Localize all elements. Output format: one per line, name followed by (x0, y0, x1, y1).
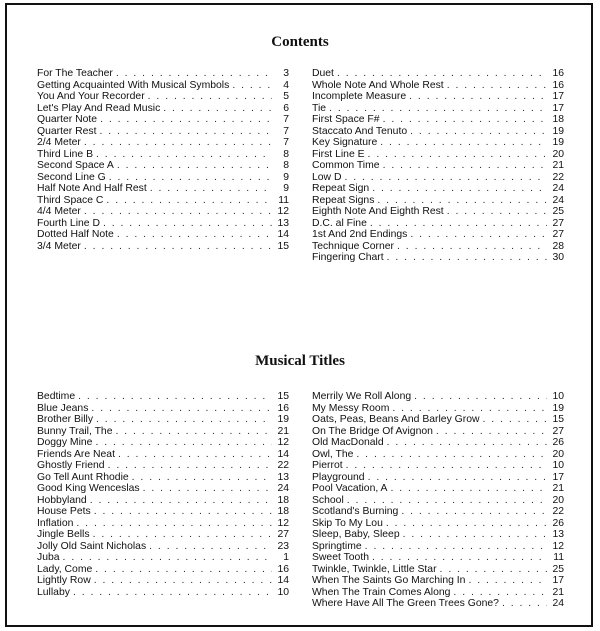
entry-title: Dotted Half Note (37, 229, 114, 240)
entry-title: House Pets (37, 506, 91, 517)
toc-entry (312, 391, 564, 403)
toc-entry (37, 195, 289, 207)
toc-entry (312, 126, 564, 138)
toc-entry (312, 241, 564, 253)
toc-entry (312, 472, 564, 484)
dot-leader (117, 160, 272, 172)
toc-entry (37, 495, 289, 507)
entry-page-number: 28 (552, 240, 564, 252)
entry-page-number: 15 (277, 391, 289, 402)
entry-title: Third Line B (37, 148, 94, 160)
entry-page-number: 22 (552, 171, 564, 183)
toc-entry (37, 80, 289, 92)
entry-title: Sweet Tooth (312, 552, 369, 563)
entry-page-number: 22 (277, 460, 289, 471)
entry-page-number: 16 (277, 563, 289, 575)
entry-page-number: 22 (552, 506, 564, 517)
dot-leader (383, 114, 547, 126)
toc-entry (37, 229, 289, 241)
toc-entry (312, 483, 564, 495)
entry-title: On The Bridge Of Avignon (312, 425, 433, 437)
dot-leader (149, 541, 272, 553)
toc-entry (37, 437, 289, 449)
entry-page-number: 21 (552, 160, 564, 171)
contents-heading: Contents (271, 34, 329, 50)
entry-page-number: 10 (552, 460, 564, 471)
dot-leader (108, 460, 272, 472)
entry-title: Pierrot (312, 460, 343, 471)
toc-entry (37, 541, 289, 553)
dot-leader (387, 252, 547, 264)
entry-title: Repeat Sign (312, 183, 370, 194)
entry-page-number: 19 (277, 414, 289, 425)
dot-leader (150, 183, 272, 195)
entry-page-number: 5 (283, 91, 289, 102)
entry-page-number: 21 (552, 586, 564, 598)
toc-entry (37, 414, 289, 426)
entry-page-number: 1 (283, 552, 289, 563)
toc-entry (312, 229, 564, 241)
dot-leader (403, 529, 547, 541)
dot-leader (387, 437, 547, 449)
toc-entry (312, 91, 564, 103)
entry-page-number: 14 (277, 448, 289, 460)
dot-leader (94, 575, 272, 587)
toc-entry (312, 495, 564, 507)
entry-title: Second Line G (37, 171, 106, 183)
entry-page-number: 12 (277, 206, 289, 217)
entry-title: Quarter Note (37, 114, 98, 125)
toc-entry (312, 103, 564, 115)
entry-title: School (312, 494, 344, 506)
entry-title: Oats, Peas, Beans And Barley Grow (312, 414, 480, 425)
toc-entry (37, 391, 289, 403)
entry-page-number: 16 (552, 68, 564, 79)
dot-leader (440, 564, 547, 576)
toc-entry (37, 126, 289, 138)
toc-entry (37, 575, 289, 587)
toc-entry (312, 518, 564, 530)
entry-title: Lightly Row (37, 575, 91, 586)
dot-leader (132, 472, 272, 484)
entry-title: 1st And 2nd Endings (312, 229, 408, 240)
entry-title: Jolly Old Saint Nicholas (37, 540, 147, 552)
entry-title: Duet (312, 68, 334, 79)
entry-page-number: 20 (552, 494, 564, 506)
dot-leader (91, 403, 272, 415)
toc-entry (312, 529, 564, 541)
toc-entry (312, 68, 564, 80)
entry-page-number: 11 (553, 552, 564, 563)
toc-entry (37, 587, 289, 599)
entry-title: Old MacDonald (312, 437, 384, 448)
toc-entry (312, 149, 564, 161)
dot-leader (95, 564, 272, 576)
entry-title: Merrily We Roll Along (312, 391, 412, 402)
entry-title: Key Signature (312, 137, 378, 148)
dot-leader (410, 229, 547, 241)
entry-page-number: 6 (283, 102, 289, 114)
dot-leader (84, 137, 272, 149)
entry-title: Ghostly Friend (37, 460, 105, 471)
dot-leader (78, 391, 272, 403)
dot-leader (148, 91, 272, 103)
entry-page-number: 21 (277, 425, 289, 437)
dot-leader (356, 449, 547, 461)
toc-entry (37, 160, 289, 172)
entry-title: 4/4 Meter (37, 206, 81, 217)
entry-title: Hobbyland (37, 494, 87, 506)
dot-leader (115, 426, 272, 438)
entry-page-number: 24 (552, 183, 564, 194)
dot-leader (386, 518, 547, 530)
dot-leader (63, 552, 272, 564)
entry-page-number: 27 (277, 529, 289, 540)
entry-title: Owl, The (312, 448, 354, 460)
entry-page-number: 18 (277, 494, 289, 506)
entry-title: Technique Corner (312, 240, 395, 252)
dot-leader (365, 541, 547, 553)
entry-title: Go Tell Aunt Rhodie (37, 471, 129, 483)
toc-entry (312, 426, 564, 438)
entry-title: Second Space A (37, 160, 114, 171)
toc-entry (37, 149, 289, 161)
entry-title: When The Saints Go Marching In (312, 575, 466, 586)
dot-leader (109, 172, 272, 184)
entry-page-number: 21 (552, 483, 564, 494)
entry-page-number: 13 (552, 529, 564, 540)
toc-entry (37, 206, 289, 218)
entry-page-number: 18 (277, 506, 289, 517)
entry-page-number: 13 (277, 217, 289, 229)
entry-page-number: 10 (552, 391, 564, 402)
entry-page-number: 11 (278, 194, 289, 206)
entry-title: Low D (312, 171, 342, 183)
dot-leader (118, 449, 272, 461)
dot-leader (163, 103, 272, 115)
entry-title: Juba (37, 552, 60, 563)
entry-title: Bunny Trail, The (37, 425, 113, 437)
entry-page-number: 26 (552, 517, 564, 529)
dot-leader (368, 472, 547, 484)
entry-title: When The Train Comes Along (312, 586, 451, 598)
toc-entry (37, 137, 289, 149)
dot-leader (95, 437, 272, 449)
entry-title: Repeat Signs (312, 194, 375, 206)
entry-title: Lullaby (37, 586, 70, 598)
toc-entry (312, 598, 564, 610)
dot-leader (502, 598, 547, 610)
dot-leader (73, 587, 272, 599)
entry-title: My Messy Room (312, 402, 390, 414)
dot-leader (436, 426, 547, 438)
dot-leader (370, 218, 547, 230)
entry-page-number: 17 (552, 575, 564, 586)
toc-entry (37, 114, 289, 126)
dot-leader (90, 495, 272, 507)
toc-entry (312, 437, 564, 449)
entry-page-number: 13 (277, 471, 289, 483)
entry-title: Good King Wenceslas (37, 483, 140, 494)
entry-title: Sleep, Baby, Sleep (312, 529, 400, 540)
dot-leader (453, 587, 547, 599)
entry-page-number: 7 (283, 137, 289, 148)
entry-page-number: 3 (283, 68, 289, 79)
entry-page-number: 10 (277, 586, 289, 598)
dot-leader (410, 126, 547, 138)
entry-title: Brother Billy (37, 414, 94, 425)
dot-leader (483, 414, 548, 426)
toc-entry (37, 426, 289, 438)
entry-page-number: 12 (277, 437, 289, 448)
toc-entry (312, 252, 564, 264)
entry-page-number: 15 (277, 240, 289, 252)
entry-page-number: 19 (552, 402, 564, 414)
entry-title: Getting Acquainted With Musical Symbols (37, 79, 230, 91)
dot-leader (96, 414, 272, 426)
entry-page-number: 18 (552, 114, 564, 125)
entry-title: First Line E (312, 148, 365, 160)
entry-title: Playground (312, 471, 365, 483)
toc-entry (37, 172, 289, 184)
toc-entry (37, 506, 289, 518)
toc-entry (312, 460, 564, 472)
toc-entry (37, 183, 289, 195)
toc-entry (37, 103, 289, 115)
dot-leader (409, 91, 547, 103)
musical-titles-heading: Musical Titles (255, 353, 345, 369)
dot-leader (232, 80, 272, 92)
contents-left-column (37, 68, 289, 252)
titles-right-column (312, 391, 564, 610)
toc-entry (37, 552, 289, 564)
entry-title: Scotland's Burning (312, 506, 399, 517)
toc-entry (37, 449, 289, 461)
toc-entry (312, 183, 564, 195)
dot-leader (96, 149, 272, 161)
entry-title: Incomplete Measure (312, 91, 407, 102)
dot-leader (100, 114, 272, 126)
dot-leader (116, 68, 272, 80)
toc-entry (37, 518, 289, 530)
toc-entry (37, 403, 289, 415)
toc-entry (312, 160, 564, 172)
entry-title: You And Your Recorder (37, 91, 145, 102)
toc-entry (312, 137, 564, 149)
entry-title: Blue Jeans (37, 402, 89, 414)
entry-page-number: 20 (552, 448, 564, 460)
titles-left-column (37, 391, 289, 598)
entry-page-number: 15 (552, 414, 564, 425)
dot-leader (397, 241, 547, 253)
entry-page-number: 19 (552, 137, 564, 148)
entry-title: Half Note And Half Rest (37, 183, 147, 194)
entry-page-number: 16 (277, 402, 289, 414)
entry-page-number: 26 (552, 437, 564, 448)
entry-page-number: 14 (277, 575, 289, 586)
entry-page-number: 9 (283, 183, 289, 194)
entry-page-number: 9 (283, 171, 289, 183)
dot-leader (94, 506, 272, 518)
entry-page-number: 24 (552, 598, 564, 609)
dot-leader (368, 149, 547, 161)
entry-page-number: 7 (283, 114, 289, 125)
entry-title: For The Teacher (37, 68, 113, 79)
entry-page-number: 24 (552, 194, 564, 206)
dot-leader (372, 552, 547, 564)
toc-entry (37, 91, 289, 103)
entry-page-number: 8 (283, 160, 289, 171)
entry-title: Let's Play And Read Music (37, 102, 161, 114)
entry-page-number: 25 (552, 206, 564, 217)
entry-page-number: 4 (283, 79, 289, 91)
toc-entry (312, 218, 564, 230)
toc-entry (312, 114, 564, 126)
dot-leader (99, 126, 272, 138)
entry-page-number: 7 (283, 125, 289, 137)
dot-leader (380, 137, 547, 149)
entry-page-number: 16 (552, 79, 564, 91)
entry-page-number: 20 (552, 148, 564, 160)
dot-leader (383, 160, 547, 172)
toc-entry (312, 403, 564, 415)
dot-leader (337, 68, 547, 80)
entry-title: 3/4 Meter (37, 240, 81, 252)
entry-title: Fingering Chart (312, 252, 384, 263)
entry-title: Staccato And Tenuto (312, 125, 408, 137)
toc-entry (312, 206, 564, 218)
toc-entry (312, 564, 564, 576)
entry-title: Where Have All The Green Trees Gone? (312, 598, 499, 609)
dot-leader (106, 195, 272, 207)
entry-title: First Space F# (312, 114, 380, 125)
entry-page-number: 12 (552, 540, 564, 552)
entry-page-number: 27 (552, 217, 564, 229)
dot-leader (401, 506, 547, 518)
dot-leader (117, 229, 272, 241)
toc-entry (37, 460, 289, 472)
dot-leader (103, 218, 272, 230)
toc-entry (37, 529, 289, 541)
entry-title: Friends Are Neat (37, 448, 115, 460)
entry-page-number: 30 (552, 252, 564, 263)
entry-title: 2/4 Meter (37, 137, 81, 148)
entry-title: Fourth Line D (37, 217, 100, 229)
dot-leader (447, 80, 547, 92)
dot-leader (84, 206, 272, 218)
entry-page-number: 17 (552, 91, 564, 102)
entry-page-number: 19 (552, 125, 564, 137)
entry-title: Twinkle, Twinkle, Little Star (312, 563, 437, 575)
entry-title: Skip To My Lou (312, 517, 383, 529)
dot-leader (372, 183, 547, 195)
contents-right-column (312, 68, 564, 264)
dot-leader (84, 241, 272, 253)
dot-leader (347, 495, 547, 507)
entry-page-number: 12 (277, 517, 289, 529)
toc-entry (312, 541, 564, 553)
entry-title: Quarter Rest (37, 125, 97, 137)
entry-title: Lady, Come (37, 563, 93, 575)
entry-title: D.C. al Fine (312, 217, 367, 229)
toc-entry (312, 80, 564, 92)
dot-leader (468, 575, 547, 587)
entry-title: Common Time (312, 160, 380, 171)
entry-title: Inflation (37, 517, 74, 529)
toc-entry (37, 564, 289, 576)
entry-page-number: 27 (552, 425, 564, 437)
entry-page-number: 27 (552, 229, 564, 240)
toc-entry (37, 68, 289, 80)
dot-leader (392, 403, 547, 415)
entry-title: Jingle Bells (37, 529, 90, 540)
dot-leader (414, 391, 547, 403)
toc-entry (312, 172, 564, 184)
toc-entry (312, 552, 564, 564)
entry-page-number: 8 (283, 148, 289, 160)
dot-leader (390, 483, 547, 495)
toc-entry (312, 575, 564, 587)
entry-page-number: 17 (552, 471, 564, 483)
toc-entry (312, 587, 564, 599)
entry-title: Bedtime (37, 391, 76, 402)
entry-title: Springtime (312, 540, 362, 552)
entry-title: Whole Note And Whole Rest (312, 79, 444, 91)
entry-page-number: 14 (277, 229, 289, 240)
toc-entry (312, 449, 564, 461)
dot-leader (143, 483, 272, 495)
toc-entry (37, 218, 289, 230)
toc-entry (37, 483, 289, 495)
dot-leader (377, 195, 547, 207)
entry-title: Third Space C (37, 194, 104, 206)
entry-title: Eighth Note And Eighth Rest (312, 206, 444, 217)
toc-entry (312, 506, 564, 518)
dot-leader (76, 518, 272, 530)
entry-title: Doggy Mine (37, 437, 93, 448)
toc-entry (312, 195, 564, 207)
entry-title: Pool Vacation, A (312, 483, 388, 494)
toc-entry (37, 472, 289, 484)
entry-page-number: 17 (552, 102, 564, 114)
entry-title: Tie (312, 102, 327, 114)
dot-leader (346, 460, 547, 472)
toc-entry (312, 414, 564, 426)
dot-leader (344, 172, 547, 184)
entry-page-number: 25 (552, 563, 564, 575)
toc-entry (37, 241, 289, 253)
dot-leader (93, 529, 272, 541)
entry-page-number: 23 (277, 540, 289, 552)
dot-leader (329, 103, 547, 115)
dot-leader (447, 206, 547, 218)
entry-page-number: 24 (277, 483, 289, 494)
